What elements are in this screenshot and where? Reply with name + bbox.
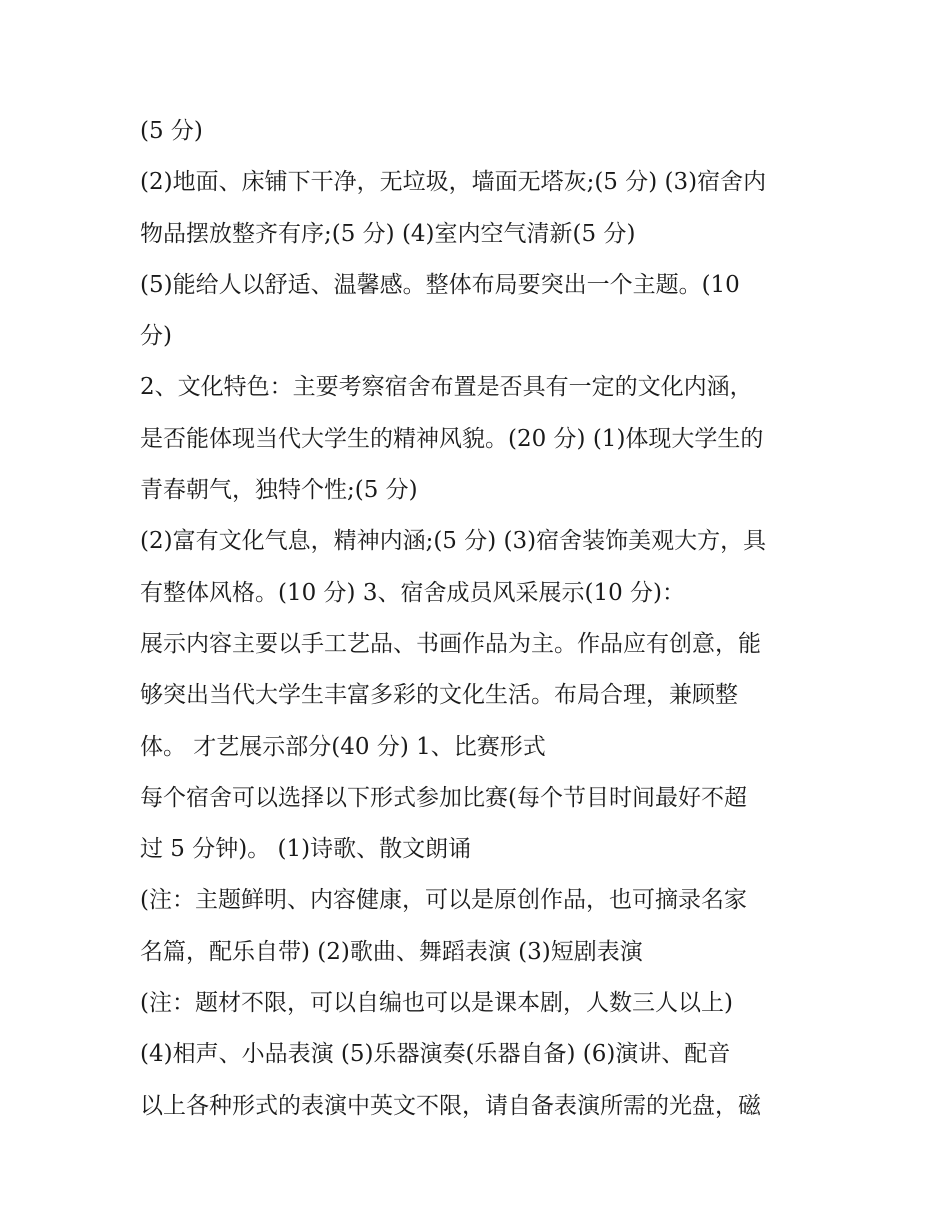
text-line: (2)富有文化气息，精神内涵;(5 分) (3)宿舍装饰美观大方，具 bbox=[140, 528, 767, 555]
text-line: (5 分) bbox=[140, 118, 203, 144]
text-line: 有整体风格。(10 分) 3、宿舍成员风采展示(10 分)： bbox=[140, 579, 685, 606]
text-line: 分) bbox=[140, 323, 172, 350]
text-line: (5)能给人以舒适、温馨感。整体布局要突出一个主题。(10 bbox=[140, 271, 740, 298]
text-line: 是否能体现当代大学生的精神风貌。(20 分) (1)体现大学生的 bbox=[140, 425, 764, 452]
text-line: 青春朝气，独特个性;(5 分) bbox=[140, 477, 418, 504]
text-line: (注：主题鲜明、内容健康，可以是原创作品，也可摘录名家 bbox=[140, 887, 747, 914]
text-line: (2)地面、床铺下干净，无垃圾，墙面无塔灰;(5 分) (3)宿舍内 bbox=[140, 169, 767, 196]
text-line: 够突出当代大学生丰富多彩的文化生活。布局合理，兼顾整 bbox=[140, 682, 738, 709]
text-line: 过 5 分钟)。 (1)诗歌、散文朗诵 bbox=[140, 836, 472, 863]
document-body bbox=[140, 108, 830, 1134]
text-line: 2、文化特色：主要考察宿舍布置是否具有一定的文化内涵， bbox=[140, 374, 753, 401]
text-line: (注：题材不限，可以自编也可以是课本剧，人数三人以上) bbox=[140, 990, 733, 1017]
text-line: 以上各种形式的表演中英文不限，请自备表演所需的光盘，磁 bbox=[140, 1092, 761, 1119]
text-line: 每个宿舍可以选择以下形式参加比赛(每个节目时间最好不超 bbox=[140, 784, 747, 811]
text-line: (4)相声、小品表演 (5)乐器演奏(乐器自备) (6)演讲、配音 bbox=[140, 1041, 731, 1068]
text-line: 名篇，配乐自带) (2)歌曲、舞蹈表演 (3)短剧表演 bbox=[140, 938, 643, 965]
text-line: 物品摆放整齐有序;(5 分) (4)室内空气清新(5 分) bbox=[140, 220, 636, 247]
text-line: 体。 才艺展示部分(40 分) 1、比赛形式 bbox=[140, 733, 546, 760]
text-line: 展示内容主要以手工艺品、书画作品为主。作品应有创意，能 bbox=[140, 630, 761, 657]
